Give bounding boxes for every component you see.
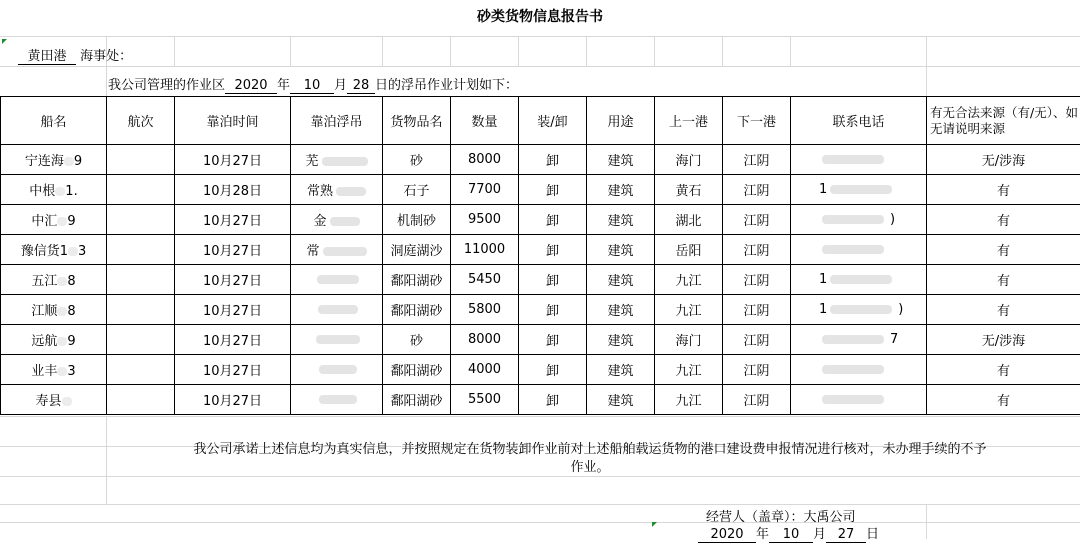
quantity-cell: 4000 [451, 355, 519, 385]
ship-name-text: 中根 [29, 184, 55, 199]
intro-month: 10 [290, 78, 334, 94]
gridline [0, 416, 1080, 417]
berth-crane-cell [291, 235, 383, 265]
gridline [174, 36, 175, 66]
ship-name-cell [1, 355, 107, 385]
signature-day-unit: 日 [866, 527, 879, 542]
next-port-cell: 江阴 [723, 355, 791, 385]
addressee-line [18, 45, 132, 65]
redaction-mark [822, 365, 884, 374]
redaction-mark [64, 157, 74, 166]
intro-year: 2020 [225, 78, 277, 94]
legal-source-cell: 有 [927, 385, 1080, 415]
berth-crane-text: 芜 [305, 154, 318, 169]
berth-time-cell: 10月27日 [175, 265, 291, 295]
quantity-cell: 8000 [451, 145, 519, 175]
usage-cell: 建筑 [587, 175, 655, 205]
redaction-mark [318, 305, 358, 314]
intro-year-unit: 年 [277, 78, 290, 93]
ship-name-text: 远航 [31, 334, 57, 349]
berth-crane-cell [291, 205, 383, 235]
quantity-cell: 5500 [451, 385, 519, 415]
usage-cell: 建筑 [587, 385, 655, 415]
cell-marker [652, 522, 657, 527]
ship-name-tail: 8 [67, 274, 75, 289]
redaction-mark [822, 395, 884, 404]
ship-name-text: 寿县 [35, 394, 61, 409]
phone-text: 1 [819, 272, 827, 287]
ship-name-cell [1, 205, 107, 235]
usage-cell: 建筑 [587, 265, 655, 295]
intro-month-unit: 月 [334, 78, 347, 93]
previous-port-cell: 海门 [655, 325, 723, 355]
redaction-mark [57, 277, 67, 286]
gridline [382, 36, 383, 66]
gridline [926, 36, 927, 96]
voyage-cell [107, 265, 175, 295]
voyage-cell [107, 325, 175, 355]
load-unload-cell: 卸 [519, 265, 587, 295]
table-row [1, 385, 1080, 415]
signature-label: 经营人（盖章）： [706, 510, 804, 525]
load-unload-cell: 卸 [519, 145, 587, 175]
ship-name-cell [1, 385, 107, 415]
gridline [926, 504, 927, 539]
load-unload-cell: 卸 [519, 205, 587, 235]
berth-time-cell: 10月28日 [175, 175, 291, 205]
cargo-name-cell: 石子 [383, 175, 451, 205]
usage-cell: 建筑 [587, 295, 655, 325]
next-port-cell: 江阴 [723, 145, 791, 175]
ship-name-text: 业丰 [31, 364, 57, 379]
header-quantity: 数量 [451, 97, 519, 145]
gridline [586, 36, 587, 66]
signature-company: 大禹公司 [804, 510, 856, 525]
gridline [722, 36, 723, 66]
berth-crane-text: 常熟 [307, 184, 333, 199]
gridline [518, 36, 519, 66]
intro-suffix: 日的浮吊作业计划如下： [375, 78, 518, 93]
voyage-cell [107, 385, 175, 415]
berth-crane-cell [291, 295, 383, 325]
quantity-cell: 5800 [451, 295, 519, 325]
voyage-cell [107, 355, 175, 385]
redaction-mark [55, 187, 65, 196]
cargo-name-cell: 鄱阳湖砂 [383, 265, 451, 295]
voyage-cell [107, 295, 175, 325]
intro-day: 28 [347, 78, 375, 94]
next-port-cell: 江阴 [723, 175, 791, 205]
intro-line [108, 74, 518, 94]
cargo-table [0, 96, 1080, 415]
signature-date [698, 523, 879, 543]
ship-name-tail: 3 [67, 364, 75, 379]
redaction-mark [830, 275, 892, 284]
cargo-name-cell: 鄱阳湖砂 [383, 295, 451, 325]
header-load-unload: 装/卸 [519, 97, 587, 145]
redaction-mark [57, 217, 67, 226]
berth-crane-text: 金 [313, 214, 326, 229]
ship-name-text: 中汇 [31, 214, 57, 229]
redaction-mark [319, 365, 357, 374]
gridline [790, 36, 791, 66]
ship-name-text: 宁连海 [25, 154, 64, 169]
phone-cell [791, 295, 927, 325]
berth-crane-text: 常 [306, 244, 319, 259]
signature-month-unit: 月 [813, 527, 826, 542]
redaction-mark [822, 155, 884, 164]
cargo-name-cell: 砂 [383, 325, 451, 355]
table-row [1, 355, 1080, 385]
cargo-name-cell: 鄱阳湖砂 [383, 385, 451, 415]
load-unload-cell: 卸 [519, 355, 587, 385]
table-row [1, 205, 1080, 235]
phone-text: 1 [819, 182, 827, 197]
cargo-name-cell: 砂 [383, 145, 451, 175]
usage-cell: 建筑 [587, 325, 655, 355]
ship-name-cell [1, 295, 107, 325]
header-cargo-name: 货物品名 [383, 97, 451, 145]
table-row [1, 145, 1080, 175]
redaction-mark [319, 395, 357, 404]
berth-crane-cell [291, 325, 383, 355]
phone-cell [791, 175, 927, 205]
redaction-mark [830, 185, 892, 194]
header-usage: 用途 [587, 97, 655, 145]
report-title: 砂类货物信息报告书 [0, 6, 1080, 26]
header-previous-port: 上一港 [655, 97, 723, 145]
phone-cell [791, 235, 927, 265]
previous-port-cell: 海门 [655, 145, 723, 175]
phone-cell [791, 145, 927, 175]
ship-name-cell [1, 265, 107, 295]
redaction-mark [316, 335, 360, 344]
redaction-mark [830, 305, 892, 314]
redaction-mark [57, 367, 67, 376]
ship-name-tail: 9 [74, 154, 82, 169]
table-row [1, 265, 1080, 295]
gridline [0, 66, 1080, 67]
redaction-mark [57, 337, 67, 346]
usage-cell: 建筑 [587, 355, 655, 385]
legal-source-cell: 无/涉海 [927, 325, 1080, 355]
legal-source-cell: 有 [927, 355, 1080, 385]
cell-marker [2, 39, 7, 44]
previous-port-cell: 九江 [655, 385, 723, 415]
phone-cell [791, 355, 927, 385]
quantity-cell: 9500 [451, 205, 519, 235]
cargo-name-cell: 鄱阳湖砂 [383, 355, 451, 385]
quantity-cell: 7700 [451, 175, 519, 205]
next-port-cell: 江阴 [723, 235, 791, 265]
voyage-cell [107, 145, 175, 175]
header-ship-name: 船名 [1, 97, 107, 145]
legal-source-cell: 有 [927, 295, 1080, 325]
ship-name-text: 五江 [31, 274, 57, 289]
previous-port-cell: 九江 [655, 265, 723, 295]
redaction-mark [330, 217, 360, 226]
ship-name-cell [1, 145, 107, 175]
legal-source-cell: 无/涉海 [927, 145, 1080, 175]
berth-time-cell: 10月27日 [175, 325, 291, 355]
redaction-mark [336, 187, 366, 196]
redaction-mark [62, 397, 72, 406]
ship-name-tail: 9 [67, 334, 75, 349]
previous-port-cell: 九江 [655, 355, 723, 385]
quantity-cell: 11000 [451, 235, 519, 265]
addressee-port: 黄田港 [18, 49, 76, 65]
phone-tail: ) [898, 302, 903, 317]
quantity-cell: 8000 [451, 325, 519, 355]
signature-day: 27 [826, 527, 866, 543]
usage-cell: 建筑 [587, 235, 655, 265]
ship-name-tail: 3 [78, 244, 86, 259]
voyage-cell [107, 235, 175, 265]
berth-crane-cell [291, 385, 383, 415]
quantity-cell: 5450 [451, 265, 519, 295]
ship-name-tail: 1. [65, 184, 77, 199]
berth-crane-cell [291, 265, 383, 295]
redaction-mark [822, 215, 884, 224]
voyage-cell [107, 175, 175, 205]
gridline [654, 36, 655, 66]
legal-source-cell: 有 [927, 265, 1080, 295]
redaction-mark [322, 157, 368, 166]
table-row [1, 235, 1080, 265]
redaction-mark [68, 247, 78, 256]
next-port-cell: 江阴 [723, 205, 791, 235]
previous-port-cell: 岳阳 [655, 235, 723, 265]
header-voyage: 航次 [107, 97, 175, 145]
pledge-text: 我公司承诺上述信息均为真实信息，并按照规定在货物装卸作业前对上述船舶载运货物的港口建设费申报情况进行核对，未办理手续的不予作业。 [190, 441, 990, 477]
redaction-mark [822, 335, 884, 344]
table-row [1, 175, 1080, 205]
previous-port-cell: 湖北 [655, 205, 723, 235]
ship-name-cell [1, 235, 107, 265]
redaction-mark [57, 307, 67, 316]
header-berth-time: 靠泊时间 [175, 97, 291, 145]
phone-cell [791, 205, 927, 235]
berth-time-cell: 10月27日 [175, 205, 291, 235]
table-header-row [1, 97, 1080, 145]
gridline [0, 504, 1080, 505]
ship-name-cell [1, 325, 107, 355]
ship-name-tail: 9 [67, 214, 75, 229]
next-port-cell: 江阴 [723, 265, 791, 295]
ship-name-text: 豫信货1 [21, 244, 68, 259]
header-next-port: 下一港 [723, 97, 791, 145]
phone-cell [791, 265, 927, 295]
next-port-cell: 江阴 [723, 325, 791, 355]
next-port-cell: 江阴 [723, 295, 791, 325]
redaction-mark [822, 245, 884, 254]
gridline [290, 36, 291, 66]
header-berth-crane: 靠泊浮吊 [291, 97, 383, 145]
addressee-suffix: 海事处： [80, 49, 132, 64]
cargo-name-cell: 洞庭湖沙 [383, 235, 451, 265]
signature-year: 2020 [698, 527, 756, 543]
cargo-name-cell: 机制砂 [383, 205, 451, 235]
berth-crane-cell [291, 145, 383, 175]
berth-time-cell: 10月27日 [175, 295, 291, 325]
berth-crane-cell [291, 175, 383, 205]
berth-time-cell: 10月27日 [175, 355, 291, 385]
usage-cell: 建筑 [587, 205, 655, 235]
signature-month: 10 [769, 527, 813, 543]
legal-source-cell: 有 [927, 205, 1080, 235]
phone-tail: ) [890, 212, 895, 227]
load-unload-cell: 卸 [519, 295, 587, 325]
redaction-mark [317, 275, 359, 284]
load-unload-cell: 卸 [519, 325, 587, 355]
ship-name-text: 江顺 [31, 304, 57, 319]
previous-port-cell: 黄石 [655, 175, 723, 205]
phone-text: 1 [819, 302, 827, 317]
previous-port-cell: 九江 [655, 295, 723, 325]
berth-time-cell: 10月27日 [175, 235, 291, 265]
ship-name-cell [1, 175, 107, 205]
usage-cell: 建筑 [587, 145, 655, 175]
load-unload-cell: 卸 [519, 175, 587, 205]
next-port-cell: 江阴 [723, 385, 791, 415]
phone-tail: 7 [890, 332, 898, 347]
cargo-table-body [1, 97, 1080, 415]
header-legal-source: 有无合法来源（有/无）、如无请说明来源 [927, 97, 1080, 145]
load-unload-cell: 卸 [519, 385, 587, 415]
gridline [0, 36, 1080, 37]
load-unload-cell: 卸 [519, 235, 587, 265]
berth-crane-cell [291, 355, 383, 385]
voyage-cell [107, 205, 175, 235]
redaction-mark [323, 247, 367, 256]
legal-source-cell: 有 [927, 235, 1080, 265]
signature-year-unit: 年 [756, 527, 769, 542]
ship-name-tail: 8 [67, 304, 75, 319]
legal-source-cell: 有 [927, 175, 1080, 205]
table-row [1, 295, 1080, 325]
table-row [1, 325, 1080, 355]
gridline [0, 522, 1080, 523]
phone-cell [791, 385, 927, 415]
header-phone: 联系电话 [791, 97, 927, 145]
berth-time-cell: 10月27日 [175, 145, 291, 175]
phone-cell [791, 325, 927, 355]
gridline [450, 36, 451, 66]
berth-time-cell: 10月27日 [175, 385, 291, 415]
gridline [106, 416, 107, 504]
intro-prefix: 我公司管理的作业区 [108, 78, 225, 93]
